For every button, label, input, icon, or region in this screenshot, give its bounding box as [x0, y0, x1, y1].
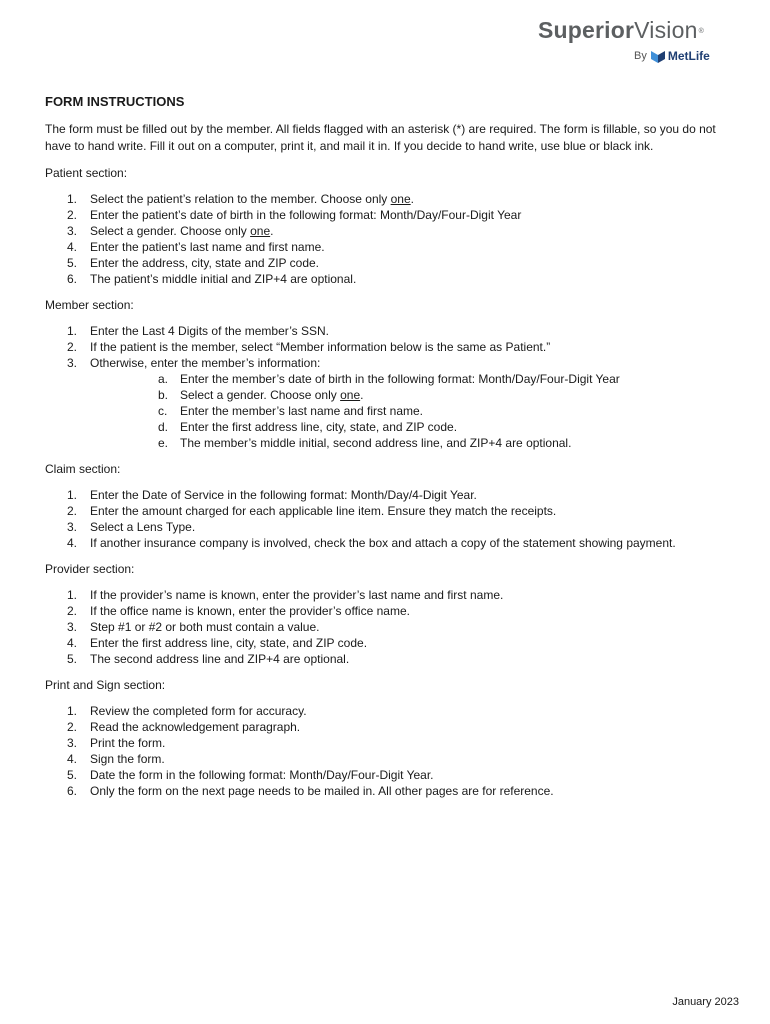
list-item: d. Enter the first address line, city, state, and ZIP code. [158, 420, 458, 434]
underlined-emphasis: one [340, 388, 361, 402]
list-item: 3. Select a Lens Type. [67, 520, 196, 534]
claim-section-list [45, 487, 735, 551]
logo-wordmark [538, 16, 704, 44]
metlife-icon [651, 49, 665, 63]
list-item: c. Enter the member’s last name and first name. [158, 404, 423, 418]
list-item: 5. The second address line and ZIP+4 are optional. [67, 652, 350, 666]
list-item: 4. If another insurance company is involved, check the box and attach a copy of the statement showing payment. [67, 536, 676, 550]
logo-word-vision: Vision [634, 17, 698, 43]
print-sign-section-heading: Print and Sign section: [45, 678, 166, 692]
list-item: 6. The patient’s middle initial and ZIP+4 are optional. [67, 272, 357, 286]
print-sign-section-list [45, 703, 735, 799]
instructions-content [45, 94, 735, 809]
member-subitems-list [90, 371, 735, 451]
list-item: 3. Step #1 or #2 or both must contain a value. [67, 620, 320, 634]
list-item: 4. Enter the first address line, city, state, and ZIP code. [67, 636, 368, 650]
patient-section-heading: Patient section: [45, 166, 128, 180]
list-item: e. The member’s middle initial, second address line, and ZIP+4 are optional. [158, 436, 572, 450]
claim-section-heading: Claim section: [45, 462, 121, 476]
patient-section-list [45, 191, 735, 287]
list-item: 4. Enter the patient’s last name and first name. [67, 240, 325, 254]
list-item: 4. Sign the form. [67, 752, 165, 766]
list-item: 1. If the provider’s name is known, enter the provider’s last name and first name. [67, 588, 504, 602]
superior-vision-logo [538, 16, 723, 64]
page-title: FORM INSTRUCTIONS [45, 94, 185, 109]
list-item: 5. Date the form in the following format: Month/Day/Four-Digit Year. [67, 768, 434, 782]
underlined-emphasis: one [250, 224, 271, 238]
underlined-emphasis: one [390, 192, 411, 206]
logo-metlife-text: MetLife [667, 49, 710, 63]
list-item: a. Enter the member’s date of birth in the following format: Month/Day/Four-Digit Year [158, 372, 620, 386]
list-item: 5. Enter the address, city, state and ZIP code. [67, 256, 320, 270]
list-item: b. Select a gender. Choose only one. [158, 388, 364, 402]
provider-section-list [45, 587, 735, 667]
logo-word-superior: Superior [538, 17, 635, 43]
list-item: 2. Enter the amount charged for each applicable line item. Ensure they match the receipts. [67, 504, 557, 518]
provider-section-heading: Provider section: [45, 562, 135, 576]
list-item: 3. Otherwise, enter the member’s information: a. Enter the member’s date of birth in the following format: Month/Day/Four-Digit Year b. Select a gender. Choose only one. c. Enter the member’s last name and first name. d. Enter the first address line, city, state, and ZIP code. e. The member’s middle initial, second address line, and ZIP+4 are optional. [45, 355, 735, 451]
list-item: 2. Read the acknowledgement paragraph. [67, 720, 301, 734]
list-item: 1. Review the completed form for accuracy. [67, 704, 307, 718]
list-item: 2. If the patient is the member, select “Member information below is the same as Patient.” [67, 340, 551, 354]
member-section-list [45, 323, 735, 451]
intro-paragraph: The form must be filled out by the member. All fields flagged with an asterisk (*) are required. The form is fillable, so you do not have to hand write. Fill it out on a computer, print it, and mail it in. If you decide to hand write, use blue or black ink. [45, 122, 716, 153]
list-item: 2. If the office name is known, enter the provider’s office name. [67, 604, 410, 618]
list-item: 3. Select a gender. Choose only one. [67, 224, 274, 238]
logo-registered-mark: ® [698, 28, 704, 35]
list-item: 1. Enter the Last 4 Digits of the member’s SSN. [67, 324, 329, 338]
list-item: 2. Enter the patient’s date of birth in the following format: Month/Day/Four-Digit Year [67, 208, 522, 222]
list-item: 1. Enter the Date of Service in the following format: Month/Day/4-Digit Year. [67, 488, 477, 502]
member-section-heading: Member section: [45, 298, 134, 312]
logo-byline [634, 48, 710, 64]
footer-date: January 2023 [672, 996, 739, 1008]
list-item: 1. Select the patient’s relation to the member. Choose only one. [67, 192, 414, 206]
list-item: 3. Print the form. [67, 736, 166, 750]
list-item: 6. Only the form on the next page needs to be mailed in. All other pages are for reference. [67, 784, 554, 798]
logo-by-text: By [634, 50, 647, 62]
